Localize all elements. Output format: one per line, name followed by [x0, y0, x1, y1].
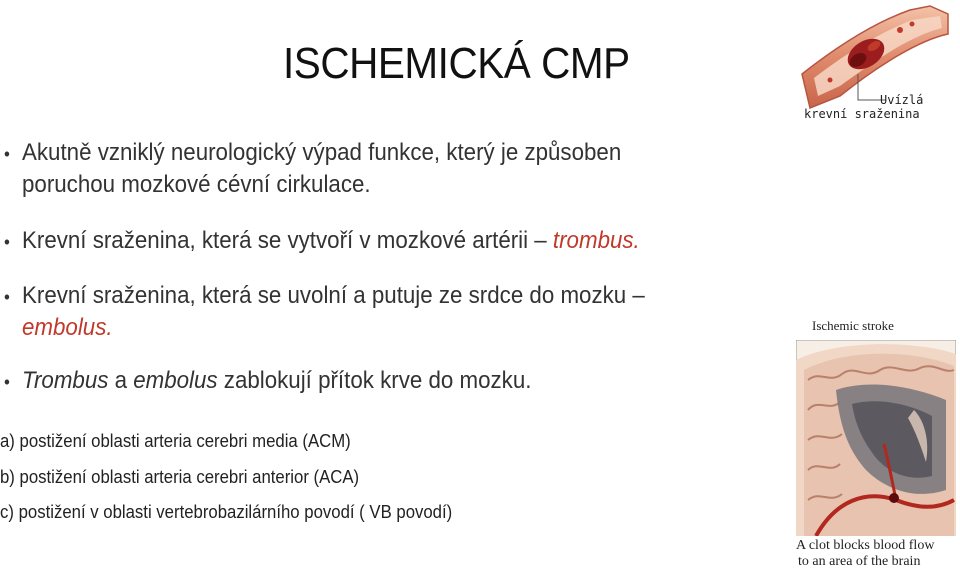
brain-caption-line-1: A clot blocks blood flow	[796, 538, 935, 553]
page-title: ISCHEMICKÁ CMP	[283, 39, 630, 88]
term-embolus: embolus.	[22, 314, 113, 341]
term-trombus: trombus.	[552, 227, 640, 254]
blood-clot-illustration	[800, 4, 952, 124]
bullet-dot: •	[4, 144, 10, 164]
bullet-1-line-2: poruchou mozkové cévní cirkulace.	[22, 171, 371, 198]
brain-caption-line-2: to an area of the brain	[798, 554, 921, 569]
bullet-4-rest: zablokují přítok krve do mozku.	[217, 367, 532, 394]
term-embolus-italic: embolus	[133, 367, 218, 394]
bullet-1-line-1: Akutně vzniklý neurologický výpad funkce, který je způsoben	[22, 139, 622, 166]
term-trombus-italic: Trombus	[22, 367, 109, 394]
clot-label-line-2: krevní sraženina	[804, 107, 920, 121]
artery-clot-drawing	[800, 4, 952, 124]
bullet-dot: •	[4, 232, 10, 252]
subitem-a: a) postižení oblasti arteria cerebri media (ACM)	[0, 431, 351, 451]
subitem-c: c) postižení v oblasti vertebrobazilárního povodí ( VB povodí)	[0, 502, 453, 522]
bullet-2-body: Krevní sraženina, která se vytvoří v mozkové artérii –	[22, 227, 553, 254]
bullet-4-text	[22, 365, 531, 397]
bullet-dot: •	[4, 372, 10, 392]
clot-label-line-1: Uvízlá	[880, 93, 924, 107]
subitem-b: b) postižení oblasti arteria cerebri anterior (ACA)	[0, 467, 360, 487]
brain-figure-title: Ischemic stroke	[812, 318, 894, 333]
ischemic-stroke-illustration	[790, 316, 960, 570]
bullet-dot: •	[4, 287, 10, 307]
bullet-4-mid: a	[108, 367, 134, 394]
bullet-2-text	[22, 225, 640, 257]
bullet-3-text: Krevní sraženina, která se uvolní a putuje ze srdce do mozku –	[22, 282, 645, 309]
brain-cross-section-drawing	[796, 340, 956, 536]
